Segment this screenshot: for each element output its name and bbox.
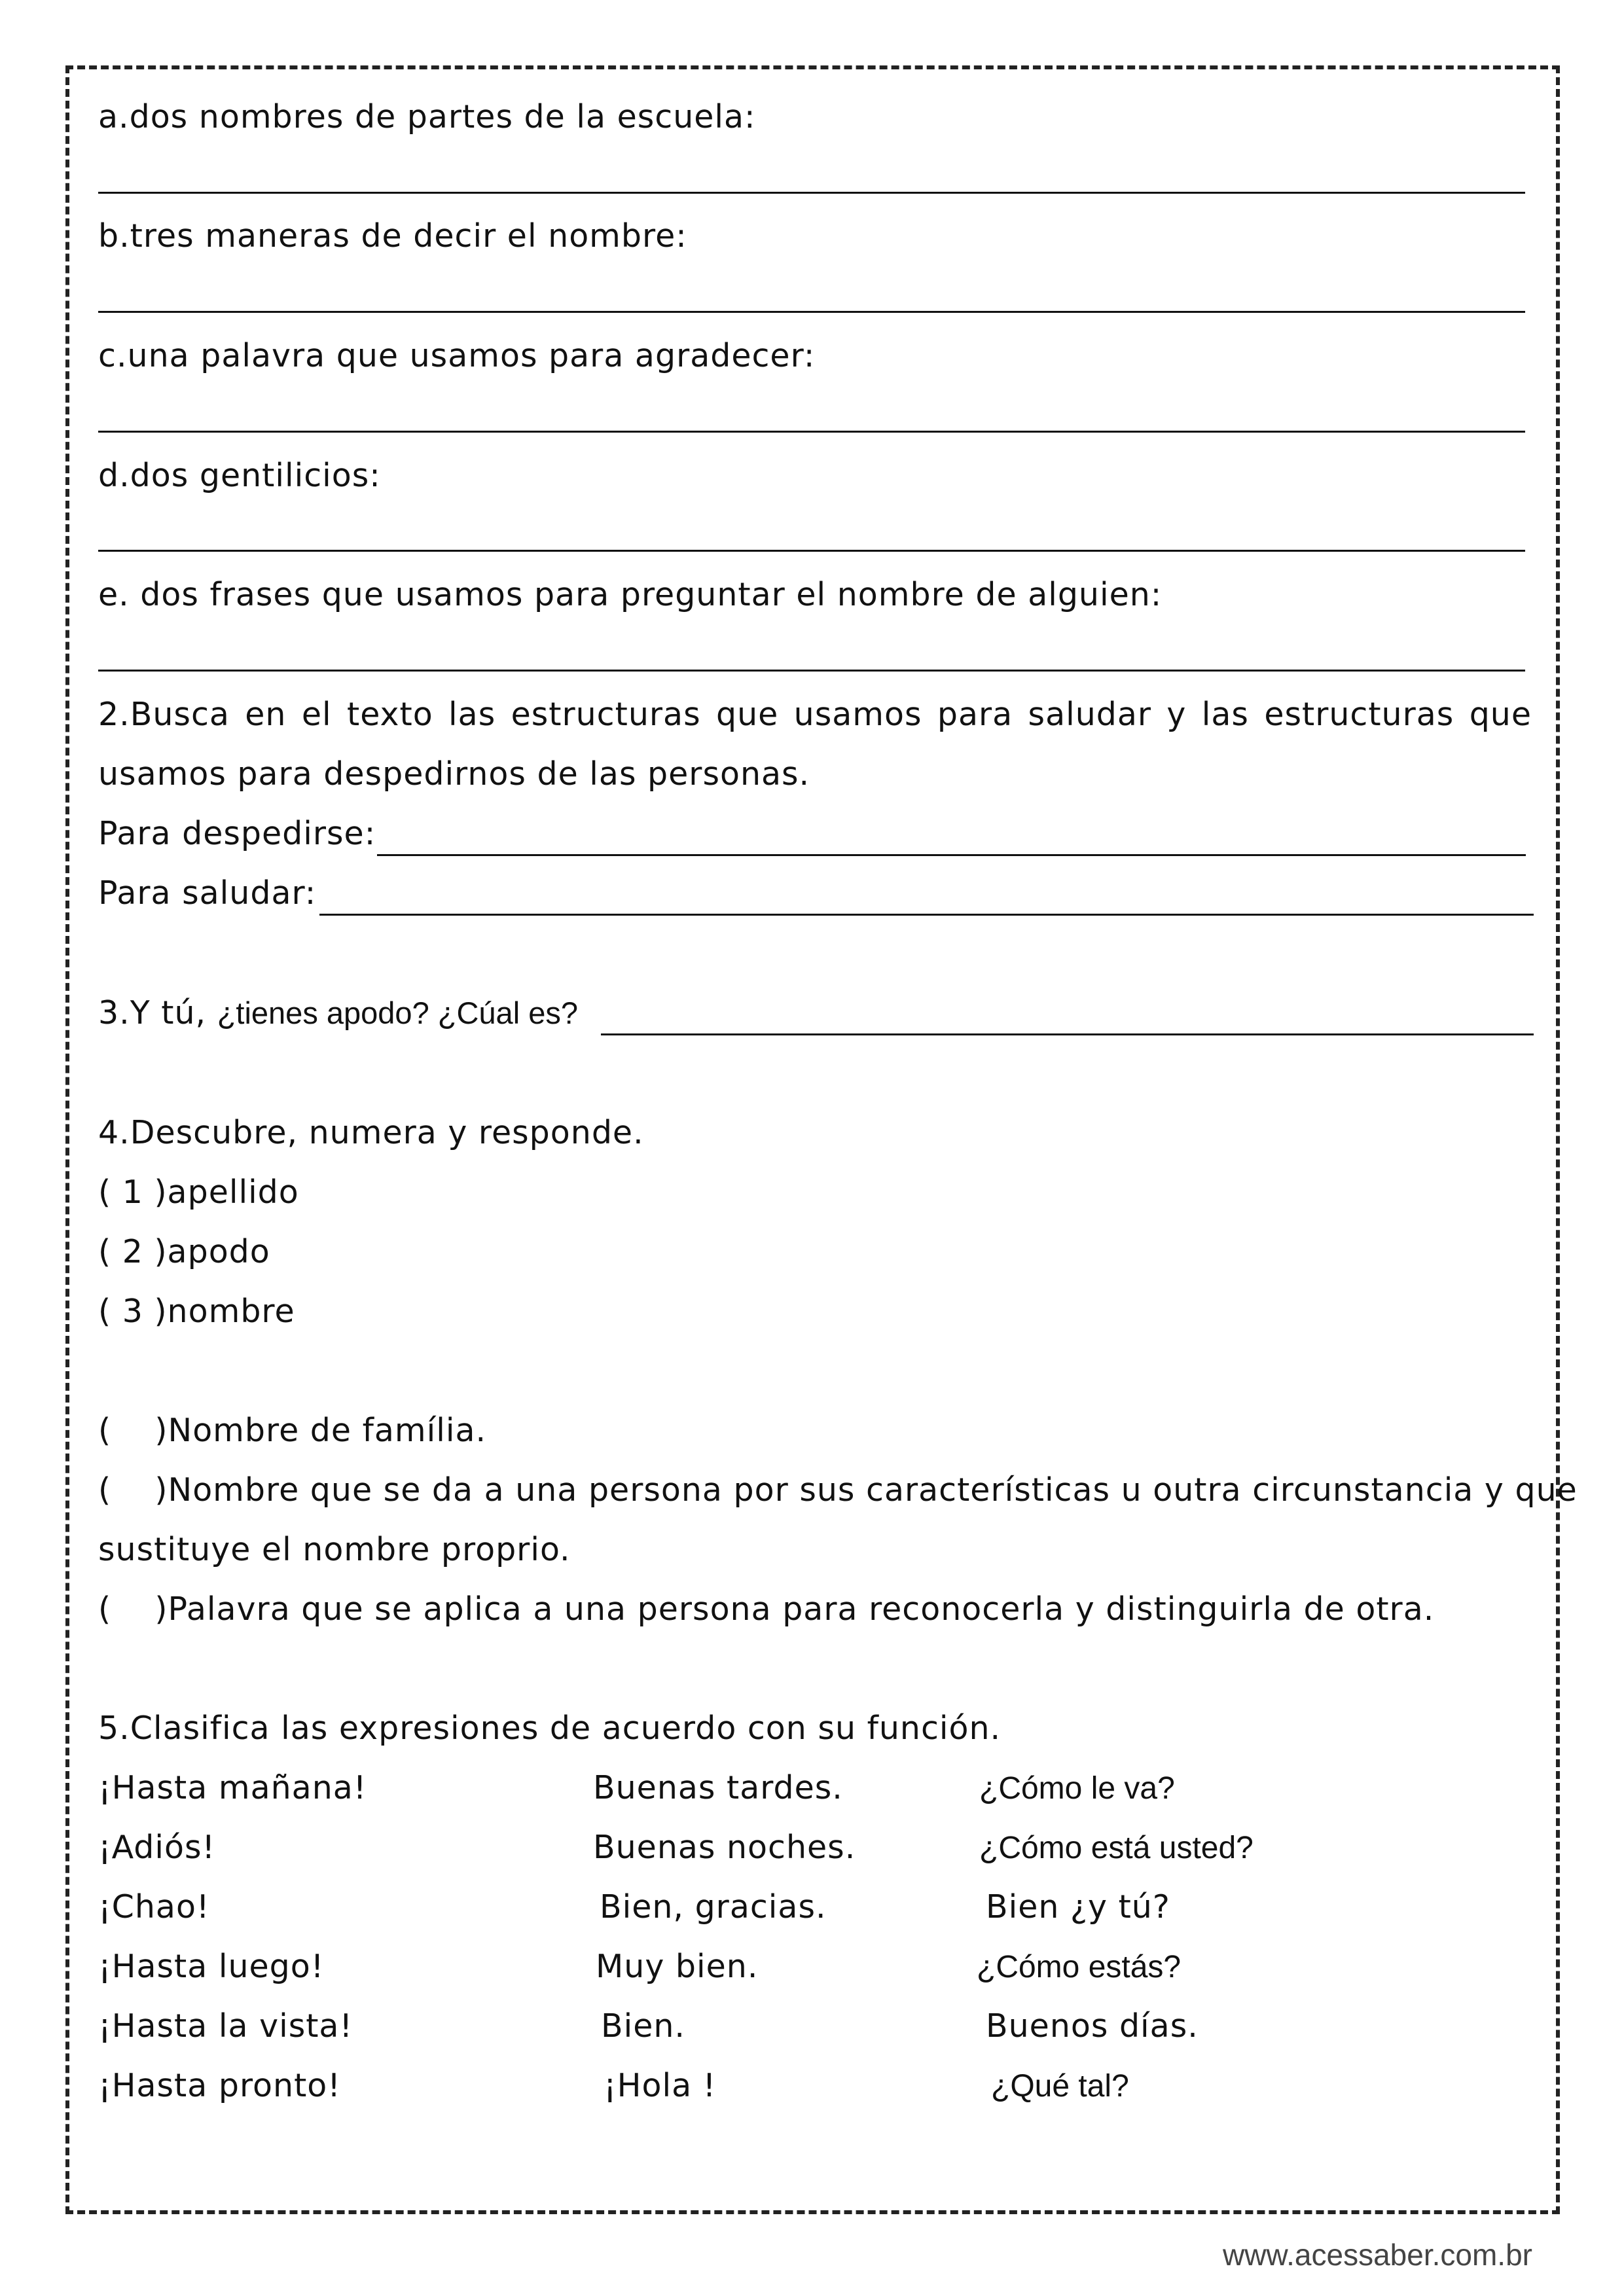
q5-expression: ¡Hasta mañana! <box>98 1769 367 1806</box>
q3-prefix: 3.Y tú, <box>98 994 207 1031</box>
q4-title: 4.Descubre, numera y responde. <box>98 1114 644 1151</box>
q1-item-d: d.dos gentilicios: <box>98 457 381 494</box>
answer-line <box>98 311 1525 313</box>
q5-expression: Buenas noches. <box>593 1829 856 1866</box>
q5-expression: Bien. <box>601 2007 686 2045</box>
despedirse-answer-line <box>377 854 1526 856</box>
q5-title: 5.Clasifica las expresiones de acuerdo con su función. <box>98 1710 1001 1747</box>
q5-expression: ¡Adiós! <box>98 1829 216 1866</box>
q3-question <box>98 994 578 1031</box>
q4-definition-3: ( )Palavra que se aplica a una persona para reconocerla y distinguirla de otra. <box>98 1590 1435 1628</box>
q4-option-3: ( 3 )nombre <box>98 1293 295 1330</box>
q5-expression: Buenas tardes. <box>593 1769 843 1806</box>
q5-expression: ¿Cómo le va? <box>979 1771 1175 1806</box>
q3-apodo-question: ¿tienes apodo? ¿Cúal es? <box>217 996 578 1030</box>
q4-definition-2: ( )Nombre que se da a una persona por sus características u outra circunstancia y que <box>98 1471 1578 1509</box>
q5-expression: Muy bien. <box>596 1948 759 1985</box>
q1-item-e: e. dos frases que usamos para preguntar el nombre de alguien: <box>98 576 1163 613</box>
q5-expression: ¡Chao! <box>98 1888 210 1926</box>
q2-prompt-line1: 2.Busca en el texto las estructuras que usamos para saludar y las estructuras que <box>98 696 1532 733</box>
q5-expression: ¿Cómo estás? <box>977 1950 1182 1984</box>
saludar-answer-line <box>319 914 1534 916</box>
q1-item-a: a.dos nombres de partes de la escuela: <box>98 98 756 135</box>
q4-definition-2-cont: sustituye el nombre proprio. <box>98 1531 571 1568</box>
q5-expression: Buenos días. <box>986 2007 1199 2045</box>
footer-website: www.acessaber.com.br <box>1223 2238 1532 2272</box>
q1-item-b: b.tres maneras de decir el nombre: <box>98 217 687 255</box>
answer-line <box>98 431 1525 433</box>
q5-expression: Bien ¿y tú? <box>986 1888 1170 1926</box>
q2-prompt-line2: usamos para despedirnos de las personas. <box>98 755 810 793</box>
answer-line <box>98 550 1525 552</box>
q5-expression: ¡Hasta luego! <box>98 1948 325 1985</box>
q4-option-1: ( 1 )apellido <box>98 1174 299 1211</box>
q2-despedirse-label: Para despedirse: <box>98 815 376 852</box>
q5-expression: Bien, gracias. <box>600 1888 827 1926</box>
answer-line <box>98 670 1525 672</box>
q5-expression: ¡Hola ! <box>604 2067 717 2104</box>
q5-expression: ¿Cómo está usted? <box>979 1831 1254 1865</box>
q4-definition-1: ( )Nombre de família. <box>98 1412 487 1449</box>
q2-saludar-label: Para saludar: <box>98 874 317 912</box>
q1-item-c: c.una palavra que usamos para agradecer: <box>98 337 816 374</box>
q5-expression: ¡Hasta pronto! <box>98 2067 341 2104</box>
q4-option-2: ( 2 )apodo <box>98 1233 270 1270</box>
q5-expression: ¿Qué tal? <box>991 2069 1129 2104</box>
q3-answer-line <box>601 1033 1534 1035</box>
answer-line <box>98 192 1525 194</box>
q5-expression: ¡Hasta la vista! <box>98 2007 353 2045</box>
